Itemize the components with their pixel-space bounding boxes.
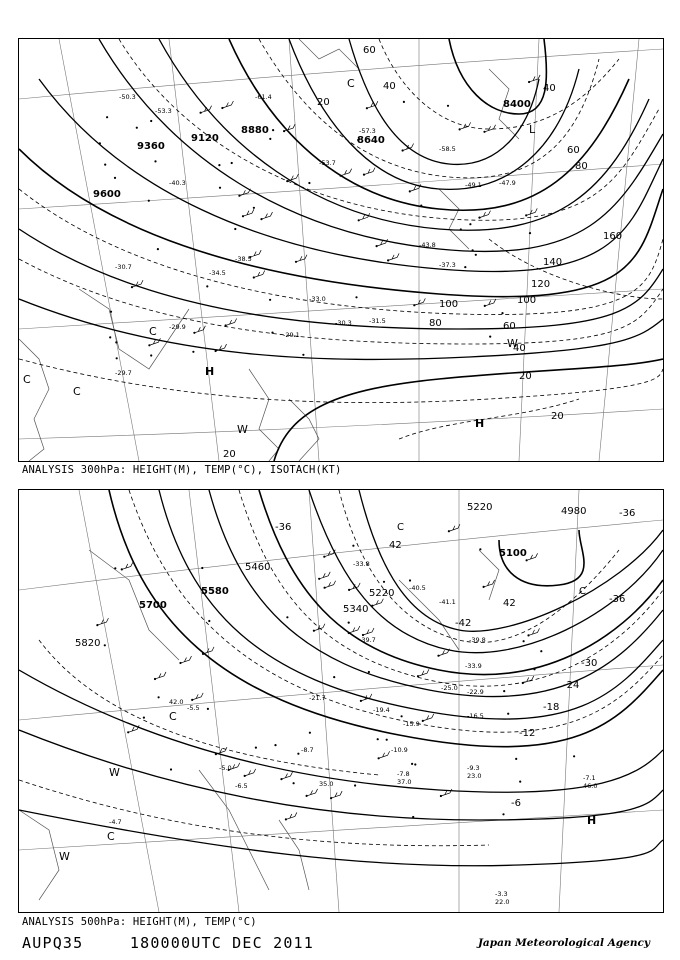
- wind-barb: [418, 669, 429, 676]
- isotach-and-temperature-lines: [19, 39, 663, 439]
- station-label: -25.0: [441, 684, 458, 692]
- system-label: H: [475, 417, 485, 430]
- wind-barb: [319, 572, 330, 579]
- wind-barb: [245, 769, 256, 776]
- temperature-label: -30.7: [115, 263, 132, 271]
- isotach-label: 80: [429, 318, 442, 329]
- wind-barb: [349, 626, 360, 633]
- station-dot: [269, 138, 271, 140]
- temperature-label: -29.1: [283, 331, 300, 339]
- temperature-label: -36: [275, 522, 292, 533]
- temperature-label: 42: [389, 540, 402, 551]
- temperature-label: -30.3: [335, 319, 352, 327]
- temperature-label: -31.5: [369, 317, 386, 325]
- wind-barb: [379, 751, 390, 758]
- wind-barb: [222, 101, 233, 108]
- latlon-grid: [19, 490, 663, 912]
- station-dot: [377, 738, 379, 740]
- station-dot: [115, 341, 117, 343]
- height-label: 5820: [75, 638, 101, 649]
- wind-barb: [423, 714, 434, 721]
- station-label: -40.5: [409, 584, 426, 592]
- station-dot: [489, 336, 491, 338]
- station-label: -10.9: [391, 746, 408, 754]
- wind-barb: [364, 168, 375, 175]
- station-dot: [333, 676, 335, 678]
- station-dot: [412, 816, 414, 818]
- station-label: -15.9: [403, 720, 420, 728]
- station-dot: [114, 177, 116, 179]
- station-dot: [420, 205, 422, 207]
- wind-barb: [372, 599, 383, 606]
- temperature-label: -37.3: [439, 261, 456, 269]
- station-dot: [274, 744, 276, 746]
- station-dot: [293, 782, 295, 784]
- station-dot: [401, 715, 403, 717]
- isotach-label: 20: [551, 411, 564, 422]
- station-dot: [348, 622, 350, 624]
- station-dot: [503, 690, 505, 692]
- isotach-label: 100: [517, 295, 537, 306]
- station-label: -6.5: [235, 782, 248, 790]
- isotach-label: 40: [513, 343, 526, 354]
- station-dot: [231, 162, 233, 164]
- station-dot: [109, 336, 111, 338]
- temperature-label: -47.9: [499, 179, 516, 187]
- station-dot: [501, 312, 503, 314]
- station-dot: [143, 717, 145, 719]
- wind-barb: [254, 270, 265, 277]
- system-label: W: [109, 766, 120, 779]
- station-dot: [110, 311, 112, 313]
- wind-barb: [341, 169, 352, 176]
- isotach-label: 80: [575, 161, 588, 172]
- station-dot: [219, 187, 221, 189]
- temperature-label: -42: [455, 618, 472, 629]
- station-label: -5.0: [219, 764, 232, 772]
- station-dot: [573, 755, 575, 757]
- caption-500hpa: ANALYSIS 500hPa: HEIGHT(M), TEMP(°C): [22, 916, 257, 928]
- station-dot: [354, 784, 356, 786]
- wind-barb: [243, 209, 254, 216]
- station-dot: [368, 671, 370, 673]
- station-dot: [502, 813, 504, 815]
- wind-barb: [527, 553, 538, 560]
- temperature-label: -34.5: [209, 269, 226, 277]
- station-dot: [533, 668, 535, 670]
- station-label: -4.7: [109, 818, 122, 826]
- map-panel-500hpa: [18, 489, 664, 913]
- station-label: -5.5: [187, 704, 200, 712]
- system-label: C: [149, 325, 157, 338]
- station-label: -33.9: [465, 662, 482, 670]
- station-dot: [472, 249, 474, 251]
- station-dot: [469, 223, 471, 225]
- temperature-label: -30: [581, 658, 598, 669]
- isotach-label: 120: [531, 279, 551, 290]
- caption-300hpa: ANALYSIS 300hPa: HEIGHT(M), TEMP(°C), ISOTACH(KT): [22, 464, 342, 476]
- station-dot: [352, 545, 354, 547]
- station-label: 35.0: [319, 780, 334, 788]
- station-dot: [308, 182, 310, 184]
- temperature-label: 42: [503, 598, 516, 609]
- system-label: H: [205, 365, 215, 378]
- station-dot: [409, 579, 411, 581]
- station-dot: [208, 620, 210, 622]
- temperature-label: -58.5: [439, 145, 456, 153]
- temperature-label: -53.7: [319, 159, 336, 167]
- height-label: 5100: [499, 548, 527, 559]
- temperature-label: -57.3: [359, 127, 376, 135]
- valid-time: 180000UTC DEC 2011: [129, 934, 315, 952]
- station-dot: [170, 768, 172, 770]
- isotach-label: 60: [567, 145, 580, 156]
- wind-barb: [180, 656, 191, 663]
- station-dot: [104, 644, 106, 646]
- station-label: 46.0: [583, 782, 598, 790]
- isotach-label: 20: [223, 449, 236, 460]
- isotach-label: 60: [503, 321, 516, 332]
- station-dot: [355, 296, 357, 298]
- isotach-label: 60: [363, 45, 376, 56]
- station-dot: [253, 207, 255, 209]
- wind-barb: [122, 562, 133, 569]
- wind-barb: [226, 318, 237, 325]
- height-label: 4980: [561, 506, 587, 517]
- station-dot: [464, 266, 466, 268]
- station-dot: [154, 160, 156, 162]
- system-label: L: [529, 123, 536, 136]
- isotach-label: 40: [543, 83, 556, 94]
- station-dot: [207, 708, 209, 710]
- height-labels: [75, 502, 586, 649]
- temperature-label: -24: [563, 680, 580, 691]
- wind-barb: [388, 253, 399, 260]
- wind-barb: [192, 693, 203, 700]
- height-label: 8880: [241, 125, 269, 136]
- station-dot: [157, 248, 159, 250]
- temperature-label: -53.3: [155, 107, 172, 115]
- height-label: 9360: [137, 141, 165, 152]
- station-dot: [158, 696, 160, 698]
- station-dot: [269, 299, 271, 301]
- station-dot: [309, 732, 311, 734]
- station-dot: [302, 354, 304, 356]
- station-label: -22.9: [467, 688, 484, 696]
- system-label: H: [587, 814, 597, 827]
- wind-barb: [281, 772, 292, 779]
- station-dot: [106, 116, 108, 118]
- station-dot: [507, 713, 509, 715]
- wind-barb: [286, 812, 297, 819]
- system-label: C: [73, 385, 81, 398]
- product-code: AUPQ35: [22, 934, 84, 952]
- station-label: -3.3: [495, 890, 508, 898]
- temperature-label: -38.5: [235, 255, 252, 263]
- wind-barb: [325, 581, 336, 588]
- station-label: -16.5: [467, 712, 484, 720]
- station-dot: [414, 763, 416, 765]
- station-dot: [201, 567, 203, 569]
- wind-barb: [449, 524, 460, 531]
- wind-barb: [307, 789, 318, 796]
- height-label: 5700: [139, 600, 167, 611]
- station-label: 23.0: [467, 772, 482, 780]
- station-dot: [255, 747, 257, 749]
- height-label: 5220: [467, 502, 493, 513]
- station-label: -8.7: [301, 746, 314, 754]
- height-label: 5460: [245, 562, 271, 573]
- station-dot: [136, 127, 138, 129]
- height-label: 8400: [503, 99, 531, 110]
- chart-identifier: [22, 934, 314, 952]
- map-500hpa: [19, 490, 663, 912]
- station-dot: [234, 228, 236, 230]
- station-dot: [386, 739, 388, 741]
- station-dot: [460, 228, 462, 230]
- station-label: -39.8: [469, 636, 486, 644]
- isotach-label: 20: [317, 97, 330, 108]
- height-label: 8640: [357, 135, 385, 146]
- station-dot: [272, 129, 274, 131]
- height-label: 5340: [343, 604, 369, 615]
- isotach-label: 100: [439, 299, 459, 310]
- station-dot: [116, 357, 118, 359]
- system-label: W: [59, 850, 70, 863]
- temperature-label: -12: [519, 728, 536, 739]
- station-label: -41.1: [439, 598, 456, 606]
- station-dot: [271, 332, 273, 334]
- wind-barb: [363, 628, 374, 635]
- station-dot: [523, 640, 525, 642]
- station-label: -33.8: [353, 560, 370, 568]
- station-dot: [479, 548, 481, 550]
- temperature-label: -40.3: [169, 179, 186, 187]
- station-label: -7.8: [397, 770, 410, 778]
- station-dot: [403, 101, 405, 103]
- temperature-label: -50.3: [119, 93, 136, 101]
- station-plots: [96, 524, 575, 820]
- wind-barb: [155, 672, 166, 679]
- system-label: C: [347, 77, 355, 90]
- station-label: -9.3: [467, 764, 480, 772]
- isotach-labels: [223, 45, 622, 460]
- temperature-label: -61.4: [255, 93, 272, 101]
- wind-barb: [331, 791, 342, 798]
- wind-barb: [484, 580, 495, 587]
- station-dot: [411, 763, 413, 765]
- station-dot: [515, 758, 517, 760]
- station-dot: [475, 254, 477, 256]
- wind-barb: [526, 208, 537, 215]
- temperature-label: C: [397, 522, 404, 533]
- temperature-label: -43.8: [419, 241, 436, 249]
- temperature-label: C: [579, 586, 586, 597]
- wind-barb: [485, 125, 496, 132]
- temperature-label: -29.7: [115, 369, 132, 377]
- isotach-label: 160: [603, 231, 623, 242]
- station-dot: [519, 781, 521, 783]
- system-label: W: [237, 423, 248, 436]
- map-300hpa: [19, 39, 663, 461]
- temperature-label: -18: [543, 702, 560, 713]
- station-dot: [206, 285, 208, 287]
- wind-barb: [528, 628, 539, 635]
- temperature-lines: [19, 490, 663, 846]
- station-label: 42.0: [169, 698, 184, 706]
- station-dot: [104, 164, 106, 166]
- station-dot: [529, 232, 531, 234]
- system-label: C: [107, 830, 115, 843]
- system-label: C: [23, 373, 31, 386]
- temperature-label: -6: [511, 798, 521, 809]
- station-dot: [150, 354, 152, 356]
- station-dot: [148, 200, 150, 202]
- station-label: 22.0: [495, 898, 510, 906]
- temperature-label: -36: [609, 594, 626, 605]
- station-label: -19.4: [373, 706, 390, 714]
- station-dot: [286, 616, 288, 618]
- map-panel-300hpa: [18, 38, 664, 462]
- station-dot: [218, 164, 220, 166]
- station-dot: [150, 120, 152, 122]
- isotach-label: 140: [543, 257, 563, 268]
- temperature-label: -49.1: [465, 181, 482, 189]
- wind-barb: [296, 255, 307, 262]
- station-dot: [114, 567, 116, 569]
- height-label: 9120: [191, 133, 219, 144]
- height-label: 9600: [93, 189, 121, 200]
- station-dot: [383, 581, 385, 583]
- station-dot: [297, 753, 299, 755]
- station-dot: [540, 650, 542, 652]
- station-label: -21.7: [309, 694, 326, 702]
- station-dot: [99, 142, 101, 144]
- temperature-label: -36: [619, 508, 636, 519]
- temperature-label: -33.0: [309, 295, 326, 303]
- system-label: W: [507, 337, 518, 350]
- height-label: 5220: [369, 588, 395, 599]
- station-label: -7.1: [583, 774, 596, 782]
- wind-barb: [261, 212, 272, 219]
- height-contours: [19, 39, 663, 461]
- agency-name: Japan Meteorological Agency: [477, 937, 650, 949]
- station-label: 37.0: [397, 778, 412, 786]
- station-dot: [192, 351, 194, 353]
- wind-barb: [97, 618, 108, 625]
- temperature-label: -29.9: [169, 323, 186, 331]
- height-label: 5580: [201, 586, 229, 597]
- isotach-label: 40: [383, 81, 396, 92]
- isotach-label: 20: [519, 371, 532, 382]
- system-label: C: [169, 710, 177, 723]
- station-label: -39.7: [359, 636, 376, 644]
- height-contours: [19, 490, 663, 866]
- wind-barb: [480, 211, 491, 218]
- station-dot: [447, 105, 449, 107]
